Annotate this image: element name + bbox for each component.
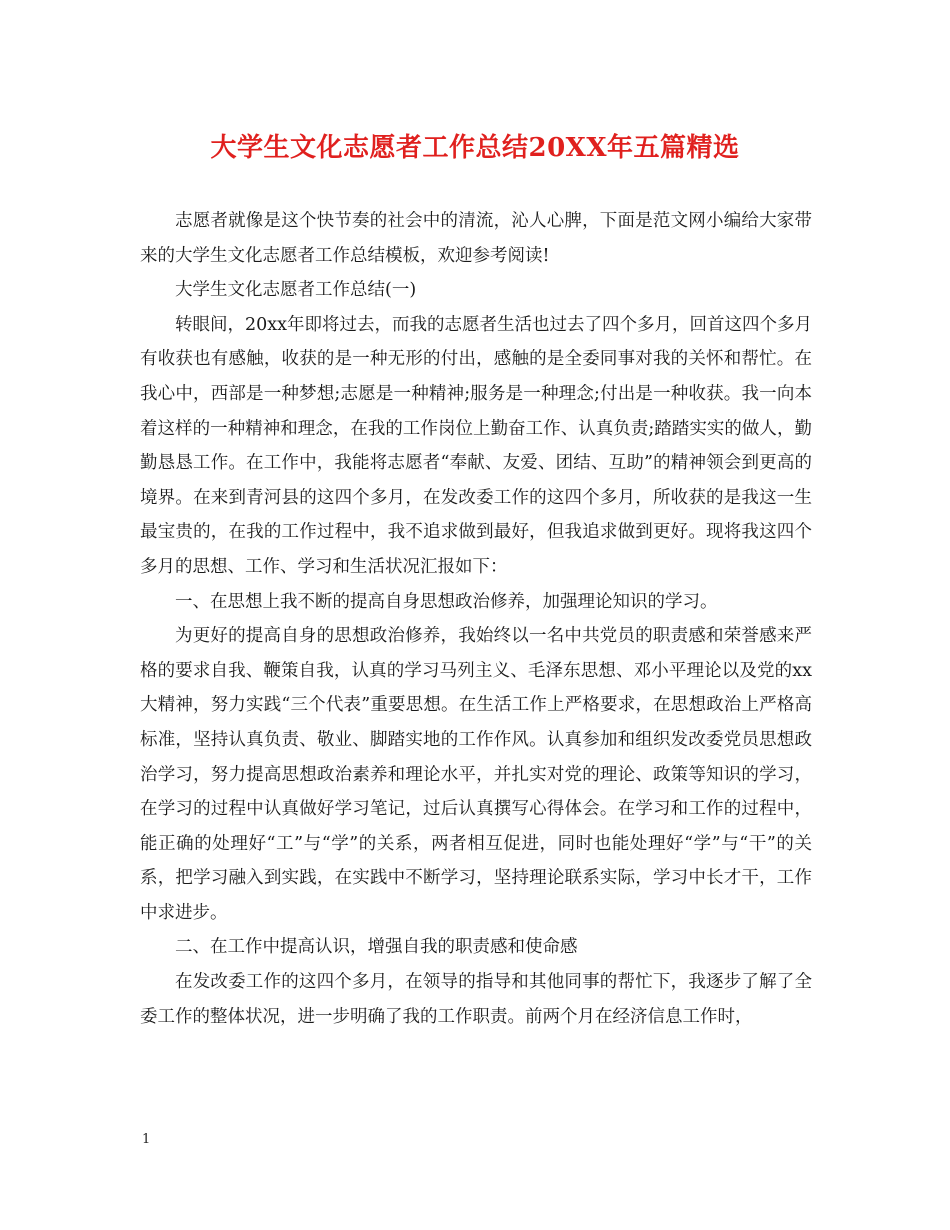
- intro-paragraph: 志愿者就像是这个快节奏的社会中的清流，沁人心脾，下面是范文网小编给大家带来的大学生文化志愿者工作总结模板，欢迎参考阅读!: [140, 211, 812, 266]
- document-title: 大学生文化志愿者工作总结20XX年五篇精选: [210, 133, 740, 163]
- page-number: 1: [142, 1132, 151, 1147]
- subsection-heading: 一、在思想上我不断的提高自身思想政治修养，加强理论知识的学习。: [175, 591, 718, 612]
- body-paragraph: 在发改委工作的这四个多月，在领导的指导和其他同事的帮忙下，我逐步了解了全委工作的整体状况，进一步明确了我的工作职责。前两个月在经济信息工作时，: [140, 972, 812, 1027]
- section-heading: 大学生文化志愿者工作总结(一): [175, 280, 417, 301]
- subsection-heading: 二、在工作中提高认识，增强自我的职责感和使命感: [175, 937, 578, 958]
- body-paragraph: 为更好的提高自身的思想政治修养，我始终以一名中共党员的职责感和荣誉感来严格的要求自我、鞭策自我，认真的学习马列主义、毛泽东思想、邓小平理论以及党的xx大精神，努力实践“三个代表”重要思想。在生活工作上严格要求，在思想政治上严格高标准，坚持认真负责、敬业、脚踏实地的工作作风。认真参加和组织发改委党员思想政治学习，努力提高思想政治素养和理论水平，并扎实对党的理论、政策等知识的学习，在学习的过程中认真做好学习笔记，过后认真撰写心得体会。在学习和工作的过程中，能正确的处理好“工”与“学”的关系，两者相互促进，同时也能处理好“学”与“干”的关系，把学习融入到实践，在实践中不断学习，坚持理论联系实际，学习中长才干，工作中求进步。: [140, 626, 812, 923]
- body-paragraph: 转眼间，20xx年即将过去，而我的志愿者生活也过去了四个多月，回首这四个多月有收获也有感触，收获的是一种无形的付出，感触的是全委同事对我的关怀和帮忙。在我心中，西部是一种梦想;志愿是一种精神;服务是一种理念;付出是一种收获。我一向本着这样的一种精神和理念，在我的工作岗位上勤奋工作、认真负责;踏踏实实的做人，勤勤恳恳工作。在工作中，我能将志愿者“奉献、友爱、团结、互助”的精神领会到更高的境界。在来到青河县的这四个多月，在发改委工作的这四个多月，所收获的是我这一生最宝贵的，在我的工作过程中，我不追求做到最好，但我追求做到更好。现将我这四个多月的思想、工作、学习和生活状况汇报如下：: [140, 314, 813, 577]
- document-body: [140, 204, 812, 1034]
